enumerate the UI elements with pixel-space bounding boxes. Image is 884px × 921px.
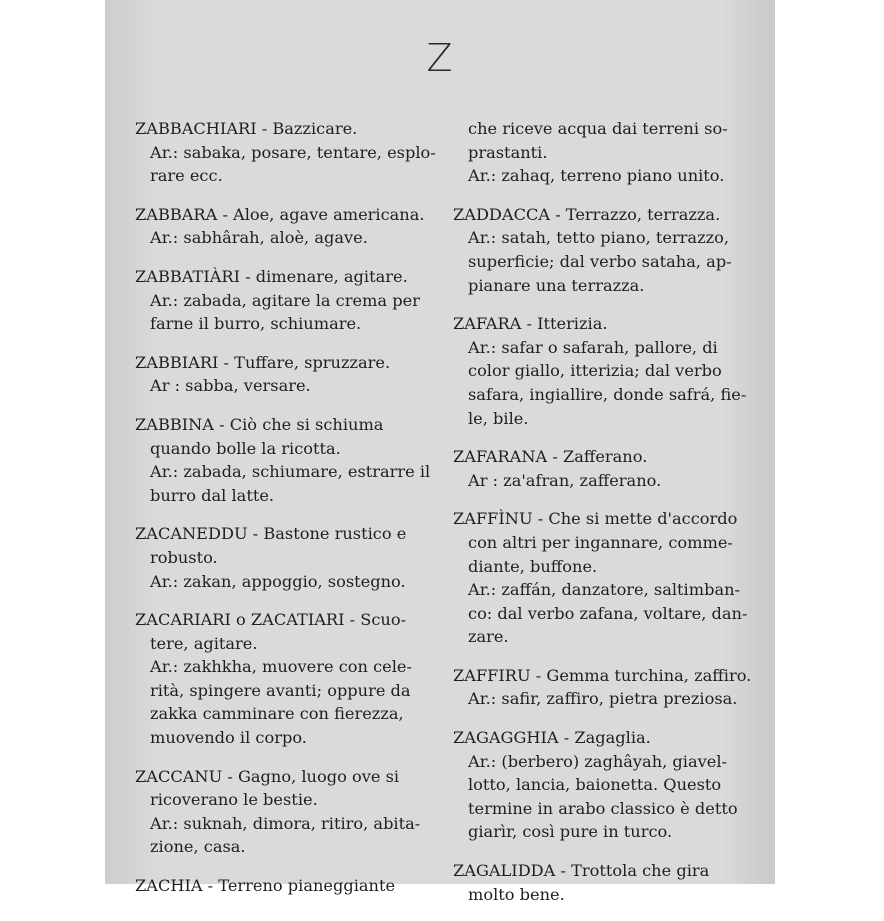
entry-text-line: Ar : za'afran, zafferano. [468,470,662,490]
entry-text-line: burro dal latte. [150,485,275,505]
entry-headword-line: ZAFARANA - Zafferano. [453,447,648,467]
dictionary-entry [135,765,445,859]
dictionary-entry [135,874,445,898]
entry-text-line: rare ecc. [150,166,223,186]
entry-headword-line: ZAFFIRU - Gemma turchina, zaffiro. [453,665,752,685]
entry-text-line: safara, ingiallire, donde safrá, fie- [468,384,747,404]
dictionary-entry [135,522,445,593]
entry-text-line: Ar.: zabada, schiumare, estrarre il [150,462,431,482]
dictionary-page [105,0,775,904]
entry-text-line: color giallo, itterizia; dal verbo [468,361,722,381]
entry-headword-line: ZACARIARI o ZACATIARI - Scuo- [135,610,407,630]
dictionary-entry [453,117,763,188]
entry-text-line: Ar.: zaffán, danzatore, saltimban- [468,580,740,600]
entry-headword-line: ZABBINA - Ciò che si schiuma [135,414,384,434]
entry-text-line: zare. [468,627,509,647]
entry-headword-line: ZABBARA - Aloe, agave americana. [135,204,425,224]
dictionary-entry [135,413,445,507]
entry-text-line: lotto, lancia, baionetta. Questo [468,775,722,795]
entry-headword-line: ZAFFÌNU - Che si mette d'accordo [453,509,738,529]
dictionary-entry [453,445,763,492]
page-heading: Z [426,36,454,80]
entry-headword-line: ZAGALIDDA - Trottola che gira [453,861,710,881]
dictionary-entry [453,726,763,844]
dictionary-entry [135,265,445,336]
entry-text-line: co: dal verbo zafana, voltare, dan- [468,603,748,623]
entry-text-line: superficie; dal verbo sataha, ap- [468,251,732,271]
entry-headword-line: ZAGAGGHIA - Zagaglia. [453,728,651,748]
entry-text-line: Ar.: zakan, appoggio, sostegno. [150,571,406,591]
entry-text-line: prastanti. [468,142,548,162]
entry-text-line: quando bolle la ricotta. [150,438,341,458]
entry-text-line: farne il burro, schiumare. [150,314,362,334]
entry-text-line: molto bene. [468,884,565,904]
entry-text-line: zakka camminare con fierezza, [150,704,404,724]
entry-text-line: Ar.: safar o safarah, pallore, di [468,337,718,357]
entry-text-line: Ar : sabba, versare. [150,376,311,396]
entry-text-line: con altri per ingannare, comme- [468,532,733,552]
entry-text-line: ricoverano le bestie. [150,790,318,810]
entry-headword-line: ZADDACCA - Terrazzo, terrazza. [453,204,721,224]
entry-headword-line: ZAFARA - Itterizia. [453,314,608,334]
dictionary-entry [453,859,763,906]
dictionary-entry [453,312,763,430]
entry-headword-line: ZABBACHIARI - Bazzicare. [135,119,358,138]
entry-headword-line: ZABBATIÀRI - dimenare, agitare. [135,266,408,286]
entry-text-line: Ar.: sabaka, posare, tentare, esplo- [150,142,436,162]
dictionary-entry [135,608,445,750]
entry-text-line: le, bile. [468,408,529,428]
dictionary-entry [453,203,763,297]
dictionary-entry [135,203,445,250]
left-column [135,117,445,913]
entry-text-line: Ar.: satah, tetto piano, terrazzo, [468,228,730,248]
entry-text-line: Ar.: safir, zaffiro, pietra preziosa. [468,689,738,709]
entry-text-line: robusto. [150,547,218,567]
entry-headword-line: ZACANEDDU - Bastone rustico e [135,524,407,544]
entry-text-line: Ar.: zahaq, terreno piano unito. [468,166,725,186]
dictionary-entry [453,507,763,649]
entry-text-line: muovendo il corpo. [150,728,307,748]
entry-text-line: che riceve acqua dai terreni so- [468,119,728,138]
entry-text-line: diante, buffone. [468,556,598,576]
right-column [453,117,763,921]
dictionary-entry [453,664,763,711]
entry-headword-line: ZACHIA - Terreno pianeggiante [135,876,396,896]
dictionary-entry [135,117,445,188]
entry-text-line: zione, casa. [150,837,246,857]
entry-text-line: tere, agitare. [150,633,258,653]
entry-text-line: termine in arabo classico è detto [468,798,738,818]
entry-text-line: Ar.: (berbero) zaghâyah, giavel- [468,751,727,771]
dictionary-entry [135,351,445,398]
entry-text-line: Ar.: zabada, agitare la crema per [150,290,420,310]
entry-text-line: rità, spingere avanti; oppure da [150,680,411,700]
entry-headword-line: ZACCANU - Gagno, luogo ove si [135,766,400,786]
entry-text-line: pianare una terrazza. [468,275,645,295]
entry-headword-line: ZABBIARI - Tuffare, spruzzare. [135,352,391,372]
entry-text-line: giarìr, così pure in turco. [468,822,673,842]
entry-text-line: Ar.: suknah, dimora, ritiro, abita- [150,813,421,833]
entry-text-line: Ar.: sabhârah, aloè, agave. [150,228,368,248]
entry-text-line: Ar.: zakhkha, muovere con cele- [150,657,412,677]
